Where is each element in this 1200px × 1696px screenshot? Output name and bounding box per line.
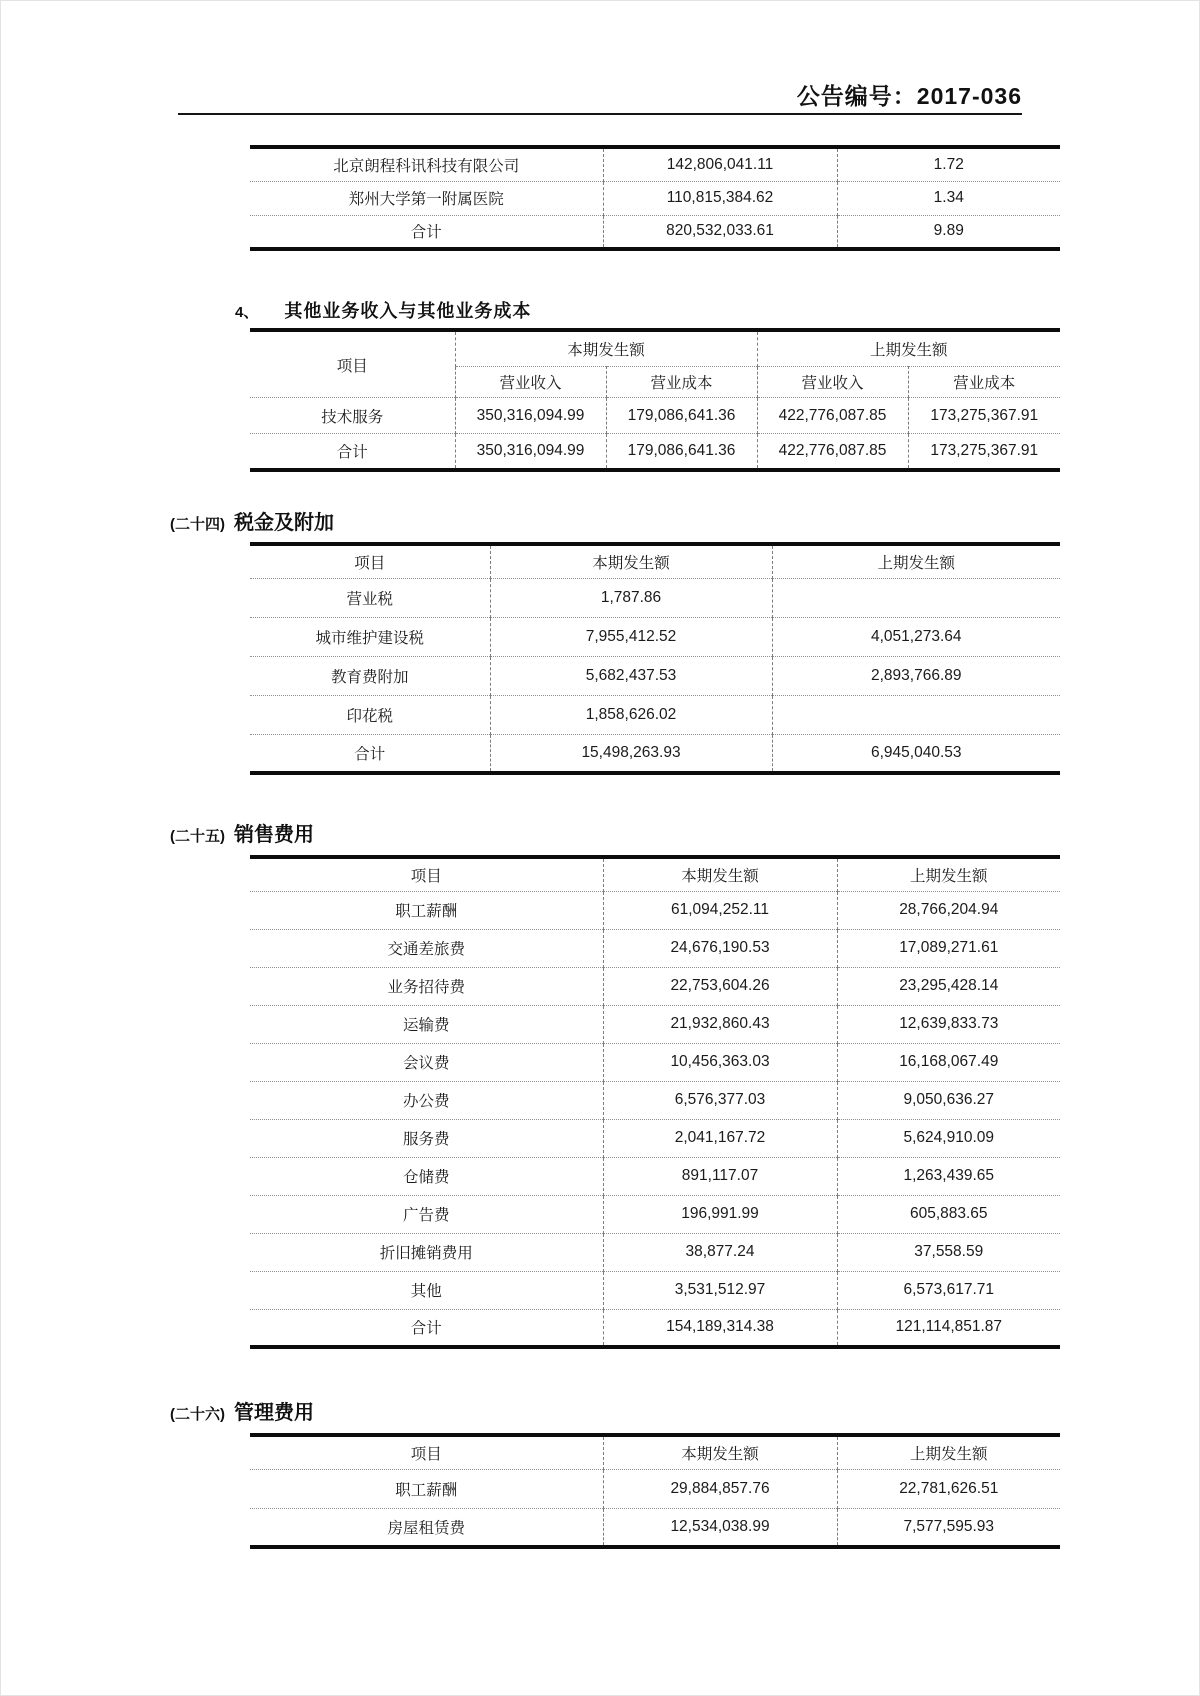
table-row	[250, 578, 1060, 617]
item-cell: 服务费	[250, 1119, 603, 1157]
item-cell: 运输费	[250, 1005, 603, 1043]
item-cell: 会议费	[250, 1043, 603, 1081]
prior-amount-cell: 2,893,766.89	[772, 656, 1060, 695]
prior-amount-cell: 23,295,428.14	[837, 967, 1060, 1005]
admin-expenses-table	[250, 1433, 1060, 1549]
item-cell: 广告费	[250, 1195, 603, 1233]
table-row	[250, 1005, 1060, 1043]
col-header-cost: 营业成本	[908, 367, 1060, 398]
current-amount-cell: 2,041,167.72	[603, 1119, 837, 1157]
amount-cell: 110,815,384.62	[603, 181, 837, 215]
prior-amount-cell: 6,573,617.71	[837, 1271, 1060, 1309]
table-row	[250, 1081, 1060, 1119]
current-amount-cell: 154,189,314.38	[603, 1309, 837, 1347]
item-cell: 营业税	[250, 578, 490, 617]
col-header-current-period: 本期发生额	[490, 544, 772, 578]
current-amount-cell: 7,955,412.52	[490, 617, 772, 656]
table-total-row	[250, 434, 1060, 470]
amount-cell: 142,806,041.11	[603, 147, 837, 181]
item-cell: 职工薪酬	[250, 891, 603, 929]
ratio-cell: 9.89	[837, 215, 1060, 249]
current-revenue-cell: 350,316,094.99	[455, 434, 606, 470]
item-cell: 印花税	[250, 695, 490, 734]
col-header-item: 项目	[410, 1445, 442, 1463]
other-business-table	[250, 328, 1060, 472]
table-row	[250, 929, 1060, 967]
current-amount-cell: 61,094,252.11	[603, 891, 837, 929]
col-header-item: 项目	[410, 867, 442, 885]
prior-amount-cell: 4,051,273.64	[772, 617, 1060, 656]
col-header-cost: 营业成本	[606, 367, 757, 398]
current-amount-cell: 1,787.86	[490, 578, 772, 617]
current-amount-cell: 38,877.24	[603, 1233, 837, 1271]
amount-cell: 820,532,033.61	[603, 215, 837, 249]
item-cell: 办公费	[250, 1081, 603, 1119]
prior-amount-cell: 1,263,439.65	[837, 1157, 1060, 1195]
prior-amount-cell: 9,050,636.27	[837, 1081, 1060, 1119]
section-heading-taxes	[170, 506, 334, 535]
table-row	[250, 1195, 1060, 1233]
table-row	[250, 1469, 1060, 1508]
prior-cost-cell: 173,275,367.91	[908, 434, 1060, 470]
current-cost-cell: 179,086,641.36	[606, 434, 757, 470]
prior-amount-cell: 16,168,067.49	[837, 1043, 1060, 1081]
col-header-prior-period: 上期发生额	[772, 544, 1060, 578]
total-label-cell: 合计	[250, 215, 603, 249]
section-heading-selling-expenses	[170, 818, 314, 847]
prior-amount-cell: 17,089,271.61	[837, 929, 1060, 967]
header-rule	[178, 113, 1022, 115]
section-number: (二十五)	[170, 828, 225, 845]
section-title: 其他业务收入与其他业务成本	[284, 301, 532, 321]
table-row	[250, 147, 1060, 181]
current-amount-cell: 12,534,038.99	[603, 1508, 837, 1547]
item-cell: 其他	[250, 1271, 603, 1309]
prior-amount-cell: 37,558.59	[837, 1233, 1060, 1271]
table-row	[250, 695, 1060, 734]
prior-amount-cell: 605,883.65	[837, 1195, 1060, 1233]
prior-revenue-cell: 422,776,087.85	[757, 398, 908, 434]
item-cell: 折旧摊销费用	[250, 1233, 603, 1271]
col-header-current-period: 本期发生额	[455, 330, 757, 367]
table-total-row	[250, 734, 1060, 773]
current-amount-cell: 891,117.07	[603, 1157, 837, 1195]
table-row	[250, 1119, 1060, 1157]
table-row	[250, 891, 1060, 929]
item-cell: 技术服务	[250, 398, 455, 434]
table-row	[250, 1508, 1060, 1547]
customer-table	[250, 145, 1060, 251]
prior-cost-cell: 173,275,367.91	[908, 398, 1060, 434]
prior-amount-cell: 12,639,833.73	[837, 1005, 1060, 1043]
prior-amount-cell: 6,945,040.53	[772, 734, 1060, 773]
current-amount-cell: 3,531,512.97	[603, 1271, 837, 1309]
prior-amount-cell: 7,577,595.93	[837, 1508, 1060, 1547]
current-revenue-cell: 350,316,094.99	[455, 398, 606, 434]
section-title: 管理费用	[234, 1402, 314, 1424]
ratio-cell: 1.72	[837, 147, 1060, 181]
item-cell: 北京朗程科讯科技有限公司	[333, 157, 520, 175]
item-cell: 郑州大学第一附属医院	[250, 181, 603, 215]
announcement-number: 公告编号：2017-036	[796, 83, 1022, 109]
section-heading-other-business	[235, 297, 531, 323]
prior-amount-cell: 22,781,626.51	[837, 1469, 1060, 1508]
section-number: (二十六)	[170, 1406, 225, 1423]
col-header-item: 项目	[354, 554, 386, 572]
current-amount-cell: 22,753,604.26	[603, 967, 837, 1005]
total-label-cell: 合计	[250, 1309, 603, 1347]
current-cost-cell: 179,086,641.36	[606, 398, 757, 434]
section-number: (二十四)	[170, 516, 225, 533]
col-header-prior-period: 上期发生额	[837, 857, 1060, 891]
total-label-cell: 合计	[250, 434, 455, 470]
table-header-row	[250, 1435, 1060, 1469]
table-total-row	[250, 215, 1060, 249]
current-amount-cell: 24,676,190.53	[603, 929, 837, 967]
section-number: 4、	[235, 304, 259, 321]
table-row	[250, 181, 1060, 215]
col-header-current-period: 本期发生额	[603, 857, 837, 891]
col-header-revenue: 营业收入	[455, 367, 606, 398]
selling-expenses-table	[250, 855, 1060, 1349]
ratio-cell: 1.34	[837, 181, 1060, 215]
item-cell: 房屋租赁费	[250, 1508, 603, 1547]
current-amount-cell: 196,991.99	[603, 1195, 837, 1233]
section-title: 税金及附加	[234, 512, 334, 534]
table-row	[250, 656, 1060, 695]
section-heading-admin-expenses	[170, 1396, 314, 1425]
table-row	[250, 1157, 1060, 1195]
col-header-prior-period: 上期发生额	[757, 330, 1060, 367]
taxes-table	[250, 542, 1060, 775]
col-header-revenue: 营业收入	[757, 367, 908, 398]
prior-amount-cell: 121,114,851.87	[837, 1309, 1060, 1347]
item-cell: 教育费附加	[250, 656, 490, 695]
current-amount-cell: 6,576,377.03	[603, 1081, 837, 1119]
prior-revenue-cell: 422,776,087.85	[757, 434, 908, 470]
current-amount-cell: 15,498,263.93	[490, 734, 772, 773]
current-amount-cell: 29,884,857.76	[603, 1469, 837, 1508]
prior-amount-cell: 5,624,910.09	[837, 1119, 1060, 1157]
section-title: 销售费用	[234, 824, 314, 846]
current-amount-cell: 21,932,860.43	[603, 1005, 837, 1043]
col-header-item: 项目	[336, 357, 368, 375]
table-row	[250, 1233, 1060, 1271]
table-row	[250, 398, 1060, 434]
item-cell: 业务招待费	[250, 967, 603, 1005]
table-row	[250, 1043, 1060, 1081]
table-total-row	[250, 1309, 1060, 1347]
current-amount-cell: 5,682,437.53	[490, 656, 772, 695]
item-cell: 城市维护建设税	[250, 617, 490, 656]
table-header-row	[250, 857, 1060, 891]
table-row	[250, 617, 1060, 656]
prior-amount-cell: 28,766,204.94	[837, 891, 1060, 929]
item-cell: 交通差旅费	[250, 929, 603, 967]
col-header-prior-period: 上期发生额	[837, 1435, 1060, 1469]
prior-amount-cell	[772, 578, 1060, 617]
total-label-cell: 合计	[250, 734, 490, 773]
col-header-current-period: 本期发生额	[603, 1435, 837, 1469]
table-header-row	[250, 330, 1060, 367]
table-row	[250, 1271, 1060, 1309]
current-amount-cell: 1,858,626.02	[490, 695, 772, 734]
table-header-row	[250, 544, 1060, 578]
item-cell: 职工薪酬	[250, 1469, 603, 1508]
table-row	[250, 967, 1060, 1005]
prior-amount-cell	[772, 695, 1060, 734]
current-amount-cell: 10,456,363.03	[603, 1043, 837, 1081]
item-cell: 仓储费	[250, 1157, 603, 1195]
